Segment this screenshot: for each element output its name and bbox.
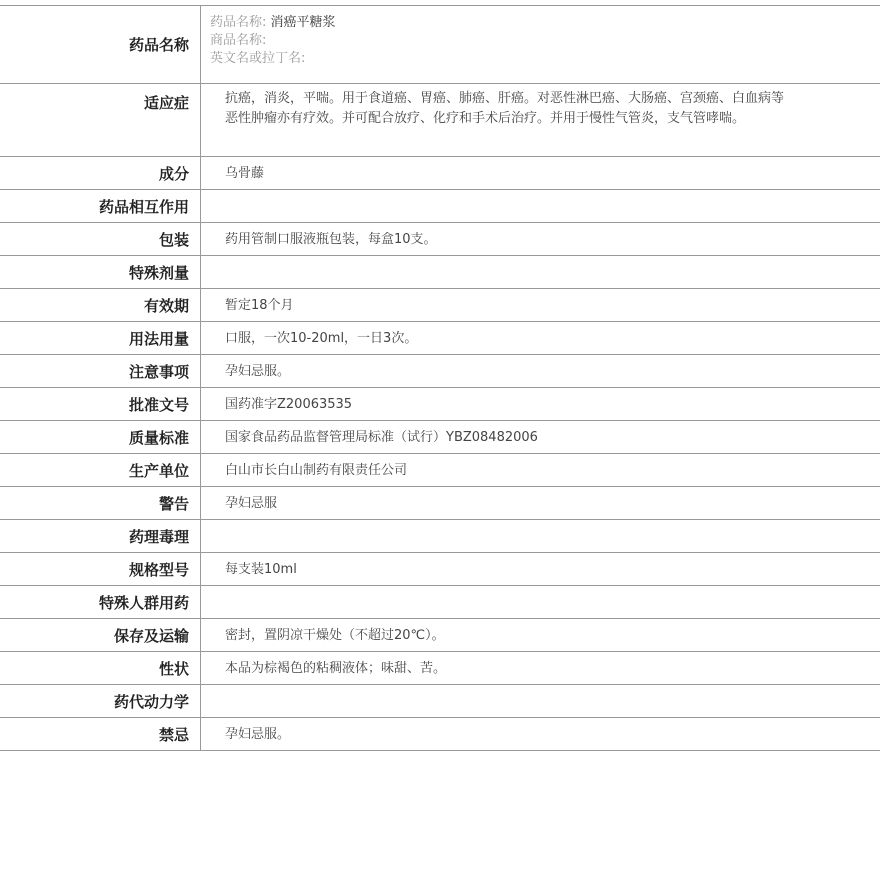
table-row-warning	[0, 487, 880, 520]
row-label: 用法用量	[0, 322, 201, 354]
row-value: 国药准字Z20063535	[225, 397, 353, 412]
row-label: 规格型号	[0, 553, 201, 585]
row-value: 国家食品药品监督管理局标准（试行）YBZ08482006	[225, 430, 538, 445]
row-value: 本品为棕褐色的粘稠液体；味甜、苦。	[225, 661, 447, 676]
row-label: 禁忌	[0, 718, 201, 750]
row-value: 孕妇忌服。	[225, 364, 291, 379]
row-label: 成分	[0, 157, 201, 189]
row-value: 乌骨藤	[225, 166, 265, 181]
row-label: 警告	[0, 487, 201, 519]
table-row-ingredients	[0, 157, 880, 190]
trade-name-key: 商品名称:	[210, 33, 267, 48]
generic-name-line	[210, 14, 870, 32]
table-row-interactions	[0, 190, 880, 223]
row-value: 每支装10ml	[225, 562, 297, 577]
row-value: 白山市长白山制药有限责任公司	[225, 463, 408, 478]
row-label: 药代动力学	[0, 685, 201, 717]
row-value: 药用管制口服液瓶包装，每盒10支。	[225, 232, 437, 247]
row-label: 药理毒理	[0, 520, 201, 552]
latin-name-line	[210, 50, 870, 68]
row-label: 批准文号	[0, 388, 201, 420]
generic-name-key: 药品名称:	[210, 15, 267, 30]
table-row-manufacturer	[0, 454, 880, 487]
row-value: 暂定18个月	[225, 298, 294, 313]
table-row-special-populations	[0, 586, 880, 619]
trade-name-line	[210, 32, 870, 50]
table-row-quality-standard	[0, 421, 880, 454]
row-label: 药品名称	[0, 6, 201, 83]
generic-name-value: 消癌平糖浆	[270, 15, 336, 30]
row-label: 保存及运输	[0, 619, 201, 651]
row-value: 口服，一次10-20ml，一日3次。	[225, 331, 418, 346]
row-value	[201, 256, 880, 288]
row-value: 孕妇忌服。	[225, 727, 291, 742]
row-value	[201, 685, 880, 717]
row-label: 特殊人群用药	[0, 586, 201, 618]
row-label: 适应症	[0, 84, 201, 156]
row-label: 药品相互作用	[0, 190, 201, 222]
drug-name-block	[201, 6, 880, 83]
drug-info-table	[0, 5, 880, 751]
row-value: 密封，置阴凉干燥处（不超过20℃）。	[225, 628, 445, 643]
row-value	[201, 586, 880, 618]
row-label: 质量标准	[0, 421, 201, 453]
row-label: 包装	[0, 223, 201, 255]
table-row-precautions	[0, 355, 880, 388]
table-row-pharmacokinetics	[0, 685, 880, 718]
table-row-contraindications	[0, 718, 880, 751]
table-row-shelf-life	[0, 289, 880, 322]
row-label: 生产单位	[0, 454, 201, 486]
row-value	[201, 190, 880, 222]
row-label: 注意事项	[0, 355, 201, 387]
table-row-special-dosage	[0, 256, 880, 289]
table-row-pharmacology	[0, 520, 880, 553]
table-row-dosage	[0, 322, 880, 355]
row-value	[201, 520, 880, 552]
latin-name-key: 英文名或拉丁名:	[210, 51, 306, 66]
row-value: 抗癌，消炎，平喘。用于食道癌、胃癌、肺癌、肝癌。对恶性淋巴癌、大肠癌、宫颈癌、白血病等恶性肿瘤亦有疗效。并可配合放疗、化疗和手术后治疗。并用于慢性气管炎，支气管哮喘。	[225, 91, 785, 126]
row-value: 孕妇忌服	[225, 496, 278, 511]
table-row-appearance	[0, 652, 880, 685]
table-row-indications	[0, 84, 880, 157]
table-row-drug-name	[0, 6, 880, 84]
table-row-specification	[0, 553, 880, 586]
table-row-storage	[0, 619, 880, 652]
table-row-approval-number	[0, 388, 880, 421]
row-label: 特殊剂量	[0, 256, 201, 288]
row-label: 有效期	[0, 289, 201, 321]
row-label: 性状	[0, 652, 201, 684]
table-row-packaging	[0, 223, 880, 256]
